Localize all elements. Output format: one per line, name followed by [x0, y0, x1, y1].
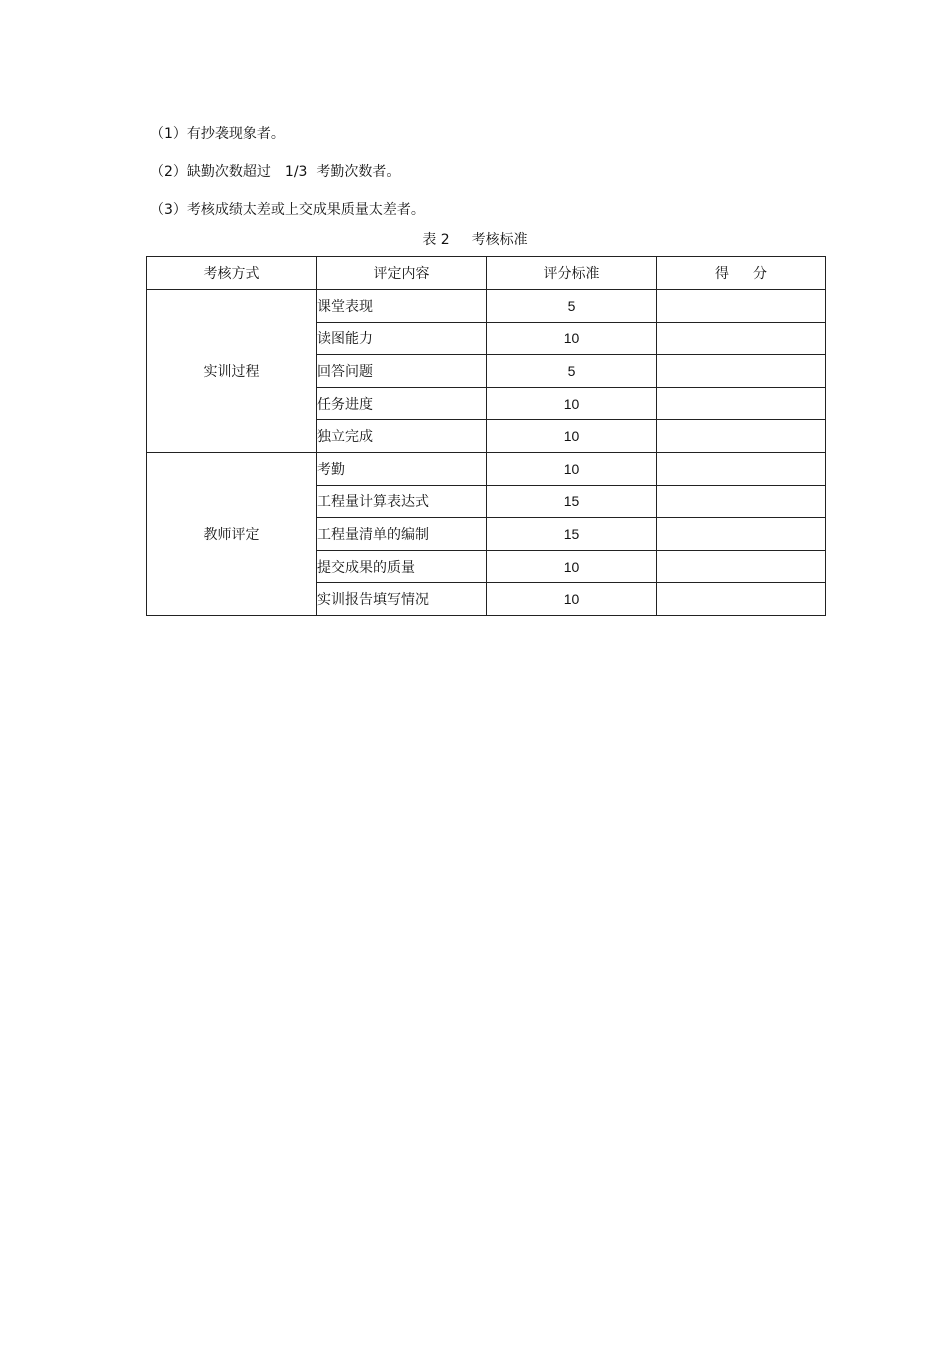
- item-cell: 工程量计算表达式: [317, 485, 487, 518]
- item-cell: 提交成果的质量: [317, 550, 487, 583]
- table-caption: [0, 231, 950, 249]
- header-content: 评定内容: [317, 257, 487, 290]
- rule-item-2: （2）缺勤次数超过 1/3 考勤次数者。: [150, 164, 401, 180]
- score-cell[interactable]: [657, 583, 826, 616]
- points-cell: 10: [487, 452, 657, 485]
- points-cell: 10: [487, 322, 657, 355]
- header-score: [657, 257, 826, 290]
- score-cell[interactable]: [657, 387, 826, 420]
- rule-item-1: （1）有抄袭现象者。: [150, 126, 285, 142]
- item-cell: 独立完成: [317, 420, 487, 453]
- item-cell: 回答问题: [317, 355, 487, 388]
- points-cell: 10: [487, 583, 657, 616]
- table-row: [147, 290, 826, 323]
- points-cell: 15: [487, 518, 657, 551]
- table-row: [147, 452, 826, 485]
- score-cell[interactable]: [657, 452, 826, 485]
- header-score-right: 分: [753, 266, 767, 282]
- header-method: 考核方式: [147, 257, 317, 290]
- group-cell: 实训过程: [147, 290, 317, 453]
- score-cell[interactable]: [657, 518, 826, 551]
- item-cell: 考勤: [317, 452, 487, 485]
- points-cell: 10: [487, 420, 657, 453]
- item-cell: 课堂表现: [317, 290, 487, 323]
- group-cell: 教师评定: [147, 452, 317, 615]
- table-caption-number: 表 2: [422, 232, 450, 248]
- item-cell: 实训报告填写情况: [317, 583, 487, 616]
- item-cell: 任务进度: [317, 387, 487, 420]
- rule-item-3: （3）考核成绩太差或上交成果质量太差者。: [150, 202, 425, 218]
- score-cell[interactable]: [657, 420, 826, 453]
- score-cell[interactable]: [657, 322, 826, 355]
- score-cell[interactable]: [657, 355, 826, 388]
- header-score-left: 得: [715, 266, 729, 282]
- points-cell: 10: [487, 550, 657, 583]
- table-caption-title: 考核标准: [471, 232, 528, 248]
- assessment-table: [146, 256, 826, 616]
- score-cell[interactable]: [657, 485, 826, 518]
- table-header-row: [147, 257, 826, 290]
- points-cell: 10: [487, 387, 657, 420]
- points-cell: 5: [487, 355, 657, 388]
- item-cell: 读图能力: [317, 322, 487, 355]
- score-cell[interactable]: [657, 550, 826, 583]
- item-cell: 工程量清单的编制: [317, 518, 487, 551]
- header-standard: 评分标准: [487, 257, 657, 290]
- score-cell[interactable]: [657, 290, 826, 323]
- points-cell: 15: [487, 485, 657, 518]
- points-cell: 5: [487, 290, 657, 323]
